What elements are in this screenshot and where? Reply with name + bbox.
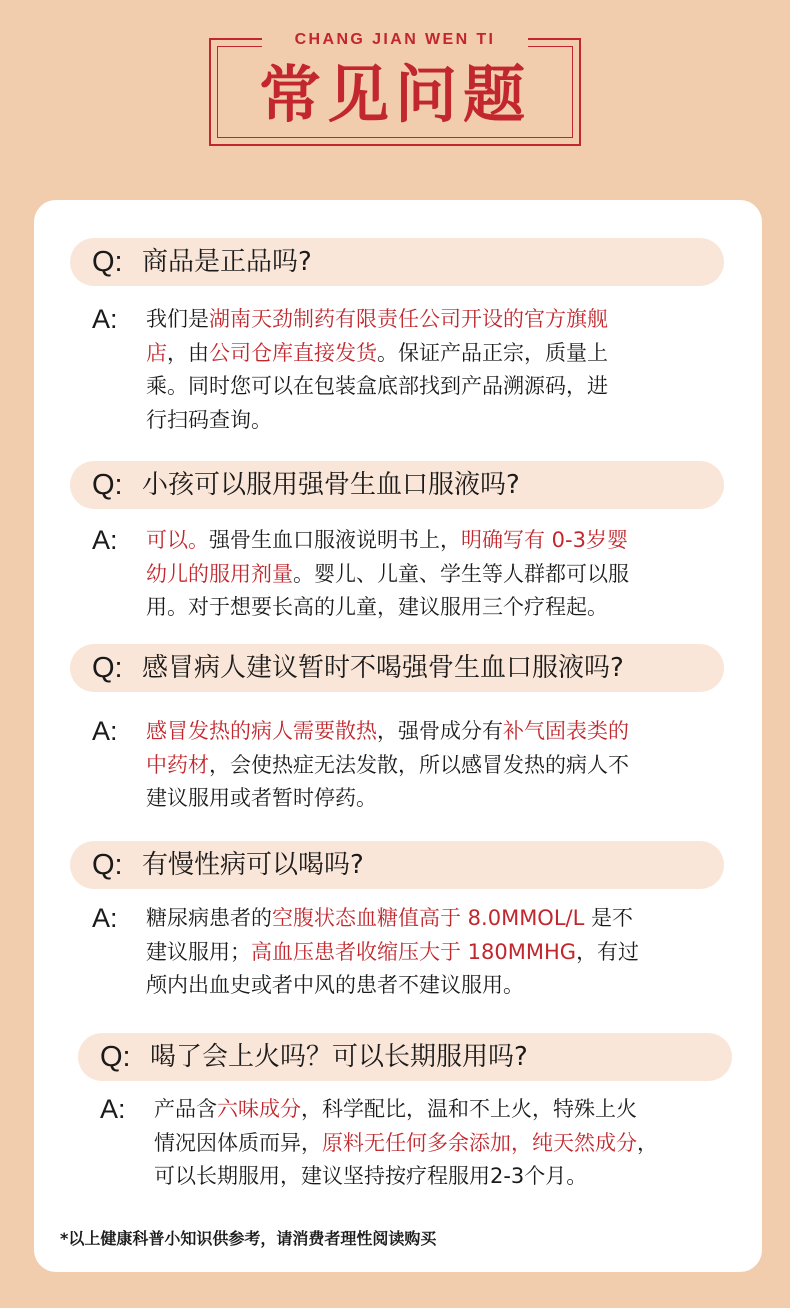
faq-answer xyxy=(92,715,712,820)
faq-question-bar xyxy=(70,644,724,692)
answer-segment: ， xyxy=(637,1130,658,1155)
question-text: 有慢性病可以喝吗? xyxy=(142,850,364,880)
answer-line xyxy=(146,303,608,337)
faq-question-bar xyxy=(70,841,724,889)
answer-segment: 情况因体质而异， xyxy=(154,1130,322,1155)
answer-line xyxy=(146,558,629,592)
faq-answer xyxy=(92,303,712,441)
answer-highlight: 湖南天劲制药有限责任公司开设的官方旗舰 xyxy=(209,307,608,331)
question-marker: Q: xyxy=(92,246,123,278)
question-marker: Q: xyxy=(92,469,123,501)
answer-segment: ，由 xyxy=(167,340,209,365)
faq-question-bar xyxy=(70,461,724,509)
page-title: 常见问题 xyxy=(258,58,531,131)
answer-segment: 我们是 xyxy=(146,307,209,331)
answer-highlight: 明确写有 0-3岁婴 xyxy=(461,528,628,552)
answer-segment: 颅内出血史或者中风的患者不建议服用。 xyxy=(146,973,524,997)
answer-highlight: 店 xyxy=(146,340,167,365)
answer-line xyxy=(154,1160,658,1194)
answer-segment: 行扫码查询。 xyxy=(146,407,272,432)
answer-highlight: 高血压患者收缩压大于 180MMHG xyxy=(251,939,577,964)
faq-answer xyxy=(92,902,712,1007)
answer-marker: A: xyxy=(92,716,118,746)
answer-line xyxy=(146,715,629,749)
answer-highlight: 原料无任何多余添加，纯天然成分 xyxy=(322,1130,637,1155)
answer-line xyxy=(146,337,608,371)
question-text: 喝了会上火吗？可以长期服用吗? xyxy=(150,1042,528,1072)
answer-text xyxy=(146,715,629,816)
answer-segment: 产品含 xyxy=(154,1097,217,1121)
answer-highlight: 幼儿的服用剂量 xyxy=(146,561,293,586)
answer-segment: 糖尿病患者的 xyxy=(146,906,272,930)
answer-segment: 乘。同时您可以在包装盒底部找到产品溯源码，进 xyxy=(146,374,608,398)
answer-segment: 强骨生血口服液说明书上， xyxy=(209,528,461,552)
answer-highlight: 感冒发热的病人需要散热 xyxy=(146,719,377,743)
answer-text xyxy=(146,524,629,625)
answer-line xyxy=(146,902,639,936)
answer-highlight: 六味成分 xyxy=(217,1097,301,1121)
answer-line xyxy=(146,936,639,970)
title-pinyin: CHANG JIAN WEN TI xyxy=(294,31,496,48)
answer-highlight: 空腹状态血糖值高于 8.0MMOL/L xyxy=(272,906,585,930)
answer-marker: A: xyxy=(92,304,118,334)
question-marker: Q: xyxy=(100,1041,131,1073)
answer-line xyxy=(146,749,629,783)
answer-text xyxy=(146,303,608,437)
question-text: 商品是正品吗? xyxy=(142,247,312,277)
answer-line xyxy=(154,1093,658,1127)
faq-question-bar xyxy=(70,238,724,286)
answer-segment: ，强骨成分有 xyxy=(377,719,503,743)
answer-line xyxy=(146,370,608,404)
answer-marker: A: xyxy=(100,1094,126,1124)
answer-highlight: 公司仓库直接发货 xyxy=(209,340,377,365)
question-marker: Q: xyxy=(92,652,123,684)
answer-line xyxy=(146,404,608,438)
answer-segment: 。保证产品正宗，质量上 xyxy=(377,340,608,365)
faq-answer xyxy=(92,524,712,629)
answer-marker: A: xyxy=(92,903,118,933)
page-header xyxy=(0,0,790,200)
answer-segment: 用。对于想要长高的儿童，建议服用三个疗程起。 xyxy=(146,595,608,619)
question-marker: Q: xyxy=(92,849,123,881)
answer-line xyxy=(146,969,639,1003)
answer-segment: ，科学配比，温和不上火，特殊上火 xyxy=(301,1097,637,1121)
faq-question-bar xyxy=(78,1033,732,1081)
answer-highlight: 可以。 xyxy=(146,528,209,552)
answer-segment: 建议服用或者暂时停药。 xyxy=(146,786,377,810)
answer-highlight: 补气固表类的 xyxy=(503,719,629,743)
answer-line xyxy=(154,1127,658,1161)
answer-segment: ，会使热症无法发散，所以感冒发热的病人不 xyxy=(209,752,629,777)
answer-marker: A: xyxy=(92,525,118,555)
answer-segment: 建议服用； xyxy=(146,939,251,964)
answer-segment: 是不 xyxy=(584,906,634,930)
answer-segment: 。婴儿、儿童、学生等人群都可以服 xyxy=(293,561,629,586)
answer-text xyxy=(146,902,639,1003)
answer-line xyxy=(146,782,629,816)
answer-line xyxy=(146,591,629,625)
answer-text xyxy=(154,1093,658,1194)
question-text: 感冒病人建议暂时不喝强骨生血口服液吗? xyxy=(142,653,624,683)
answer-line xyxy=(146,524,629,558)
footnote: *以上健康科普小知识供参考，请消费者理性阅读购买 xyxy=(60,1229,437,1248)
answer-highlight: 中药材 xyxy=(146,752,209,777)
faq-answer xyxy=(100,1093,720,1198)
question-text: 小孩可以服用强骨生血口服液吗? xyxy=(142,470,520,500)
answer-segment: 可以长期服用，建议坚持按疗程服用2-3个月。 xyxy=(154,1164,588,1188)
answer-segment: ，有过 xyxy=(576,939,640,964)
